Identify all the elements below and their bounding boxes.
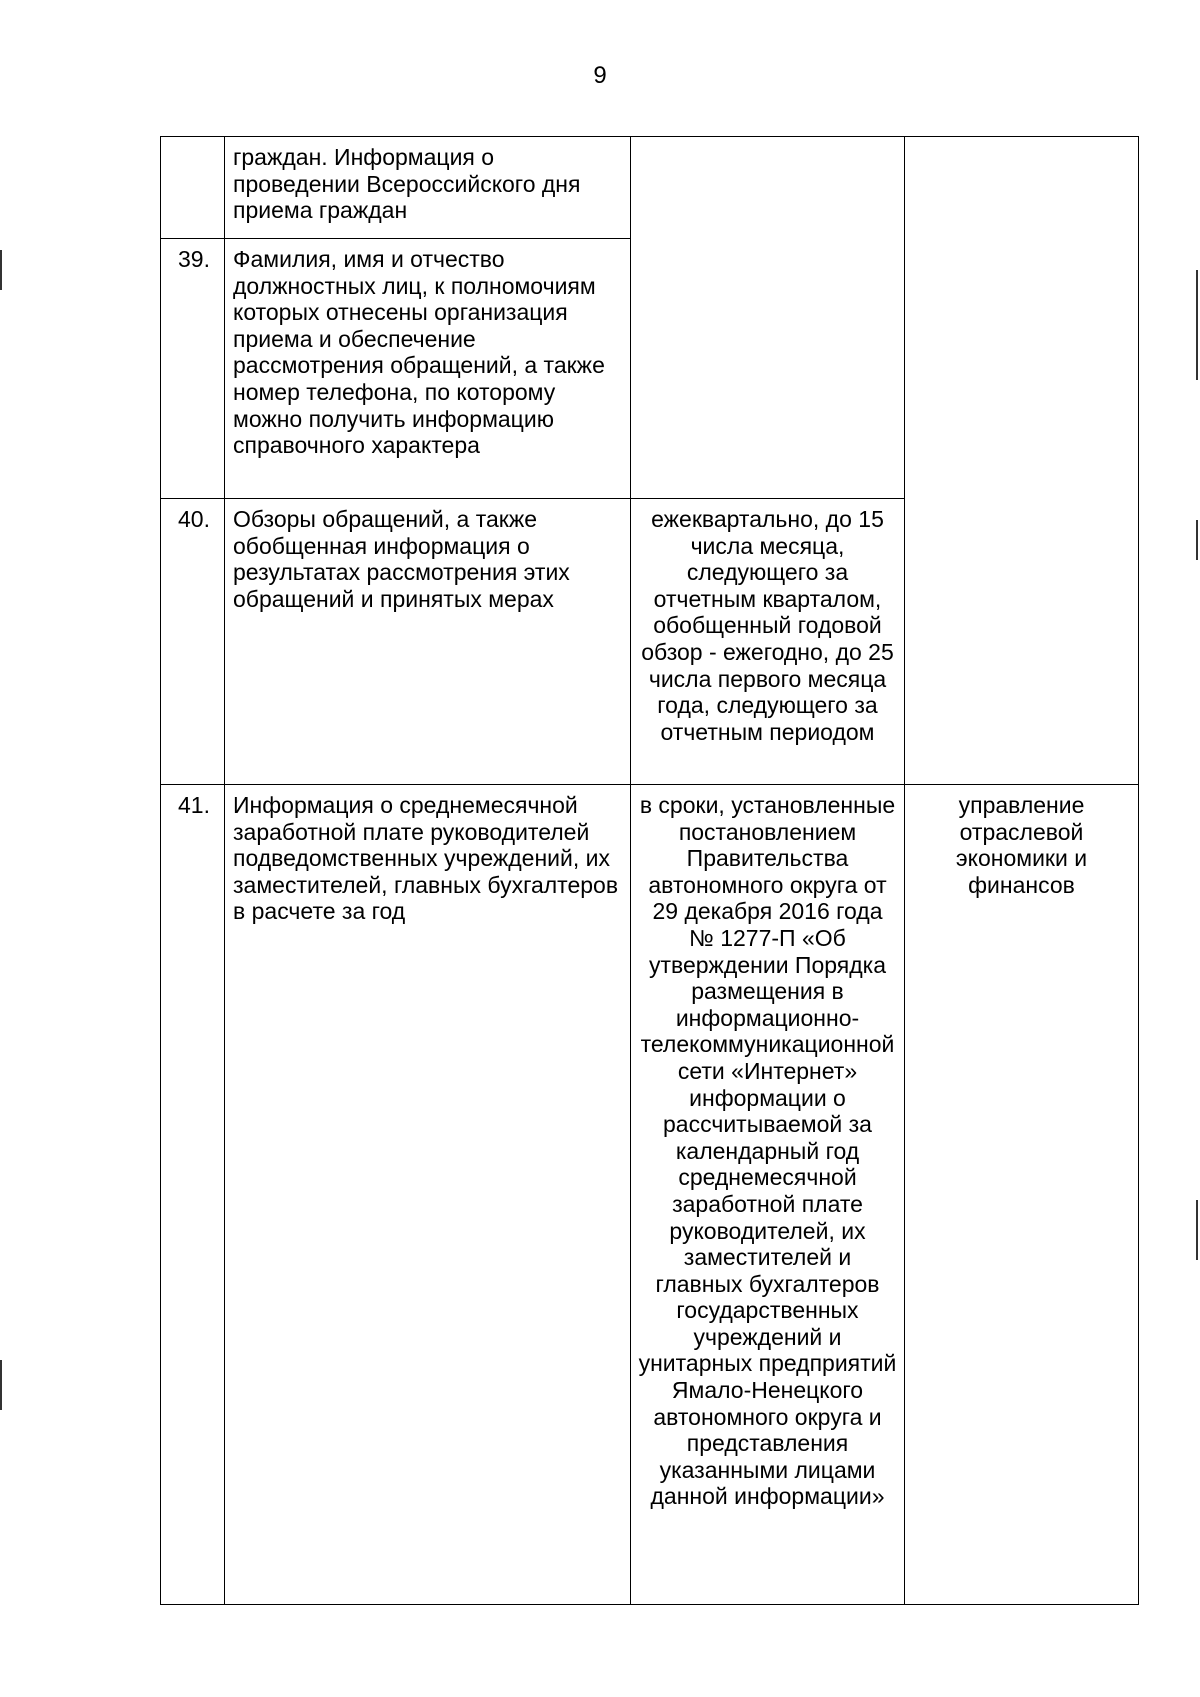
responsible-cell bbox=[905, 137, 1139, 785]
term-text: в сроки, установленные постановлением Правительства автономного округа от 29 декабря 2016 года № 1277-П «Об утверждении Порядка размещения в информационно-телекоммуникационной сети «Интернет» информации о рассчитываемой за календарный год среднемесячной заработной плате руководителей, их заместителей и главных бухгалтеров государственных учреждений и унитарных предприятий Ямало-Ненецкого автономного округа и представления указанными лицами данной информации» bbox=[638, 792, 897, 1510]
term-text: ежеквартально, до 15 числа месяца, следующего за отчетным кварталом, обобщенный годовой обзор - ежегодно, до 25 числа первого месяца года, следующего за отчетным периодом bbox=[641, 506, 894, 745]
item-description: Фамилия, имя и отчество должностных лиц, к полномочиям которых отнесены организация приема и обеспечение рассмотрения обращений, а также номер телефона, по которому можно получить информацию справочного характера bbox=[233, 246, 605, 459]
scan-edge-mark bbox=[0, 250, 2, 290]
table-row bbox=[161, 785, 1139, 1605]
row-number-cell bbox=[161, 239, 225, 499]
item-description-cell bbox=[225, 239, 631, 499]
row-number-cell bbox=[161, 785, 225, 1605]
scan-edge-mark bbox=[0, 1360, 2, 1410]
item-description: граждан. Информация о проведении Всероссийского дня приема граждан bbox=[233, 144, 581, 224]
row-number: 40. bbox=[178, 506, 210, 532]
scan-edge-mark bbox=[1196, 1200, 1198, 1260]
row-number-cell bbox=[161, 137, 225, 239]
row-number: 41. bbox=[178, 792, 210, 818]
document-table bbox=[160, 136, 1139, 1605]
item-description: Информация о среднемесячной заработной плате руководителей подведомственных учреждений, их заместителей, главных бухгалтеров в расчете за год bbox=[233, 792, 619, 925]
scan-edge-mark bbox=[1196, 270, 1198, 380]
term-cell bbox=[631, 137, 905, 499]
page-number: 9 bbox=[593, 62, 607, 89]
row-number-cell bbox=[161, 499, 225, 785]
item-description-cell bbox=[225, 499, 631, 785]
item-description-cell bbox=[225, 137, 631, 239]
scan-edge-mark bbox=[1196, 520, 1198, 560]
term-cell bbox=[631, 785, 905, 1605]
term-cell bbox=[631, 499, 905, 785]
table-row bbox=[161, 137, 1139, 239]
row-number: 39. bbox=[178, 246, 210, 272]
item-description: Обзоры обращений, а также обобщенная информация о результатах рассмотрения этих обращений и принятых мерах bbox=[233, 506, 570, 612]
responsible-text: управление отраслевой экономики и финансов bbox=[955, 792, 1088, 898]
item-description-cell bbox=[225, 785, 631, 1605]
responsible-cell bbox=[905, 785, 1139, 1605]
